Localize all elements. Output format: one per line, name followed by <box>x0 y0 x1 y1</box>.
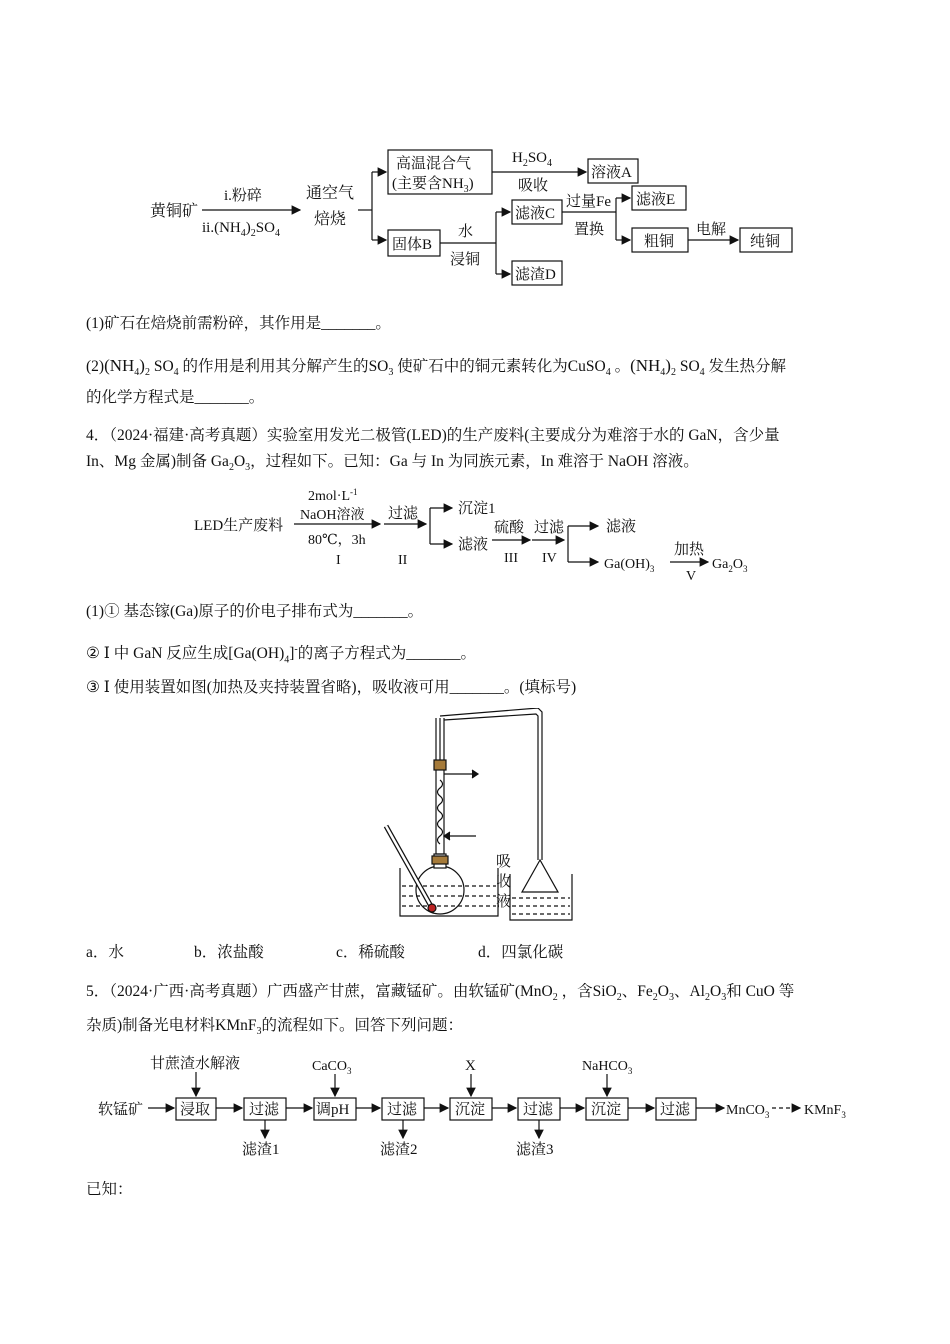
flow1-roast-bottom: 焙烧 <box>314 211 347 228</box>
apparatus-label-3: 液 <box>496 894 512 910</box>
apparatus-label-2: 收 <box>496 874 512 890</box>
flow3-caco3: CaCO$_3$ <box>312 1059 352 1076</box>
flow2-step-ii: II <box>398 553 408 568</box>
q3-part2-line1: $(2)(NH_4)_2$ $SO_4$ 的作用是利用其分解产生的$SO_3$ 使矿石中的铜元素转化为CuSO$_4$ 。$(NH_4)_2$ $SO_4$ 发生热分解 <box>86 356 787 379</box>
flow3-residue-3: 滤渣3 <box>516 1142 554 1158</box>
flow3-start: 软锰矿 <box>98 1102 144 1118</box>
flow1-absorb-bottom: 吸收 <box>518 178 549 194</box>
flow1-start: 黄铜矿 <box>150 203 199 220</box>
flow3-filter-4: 过滤 <box>660 1102 691 1118</box>
q4-line1: 4．（2024·福建·高考真题）实验室用发光二极管(LED)的生产废料(主要成分为难溶于水的 GaN，含少量 <box>86 427 780 444</box>
flow1-electrolysis: 电解 <box>696 222 727 238</box>
flowchart-gan <box>190 482 770 582</box>
flow2-condition: 80℃，3h <box>308 533 366 548</box>
flow1-filtrate-c: 滤液C <box>515 206 556 222</box>
q4-line2: In、Mg 金属)制备 $Ga_2O_3$，过程如下。已知：Ga 与 In 为同族元素，In 难溶于 NaOH 溶液。 <box>86 453 699 474</box>
flow2-filtrate: 滤液 <box>458 537 489 553</box>
flow1-excess-fe: 过量Fe <box>566 194 612 210</box>
flow3-x: X <box>465 1058 476 1074</box>
flow2-filter-1: 过滤 <box>388 506 419 522</box>
q5-line1: 5．（2024·广西·高考真题）广西盛产甘蔗，富藏锰矿。由软锰矿(MnO$_2$ ，含SiO$_2$、$Fe_2O_3$、$Al_2O_3$和 CuO 等 <box>86 983 795 1004</box>
flow1-leach-top: 水 <box>458 224 474 240</box>
flow1-solid-b: 固体B <box>392 237 433 253</box>
flow1-displace: 置换 <box>574 222 605 238</box>
flow2-step-v: V <box>686 569 697 582</box>
flow2-acid: 硫酸 <box>494 520 525 536</box>
flowchart-chalcopyrite <box>140 140 820 290</box>
flow2-reagent-1: $2mol\cdot L^{-1}$ <box>308 487 358 504</box>
flow2-step-iii: III <box>504 551 518 566</box>
q4-sub1: (1)① 基态镓(Ga)原子的价电子排布式为_______。 <box>86 603 424 620</box>
flow1-gas-line2: (主要含$NH_3$) <box>392 176 474 195</box>
flow3-filter-3: 过滤 <box>523 1102 554 1118</box>
flow2-reagent-2: NaOH溶液 <box>300 508 365 523</box>
flow1-pure-cu: 纯铜 <box>750 234 781 250</box>
flow3-leach: 浸取 <box>180 1102 211 1118</box>
flow3-kmnf3: KMnF$_3$ <box>804 1103 846 1120</box>
flow2-heat: 加热 <box>674 542 705 558</box>
flow2-filter-2: 过滤 <box>534 520 565 536</box>
apparatus-label-1: 吸 <box>496 854 512 870</box>
flow3-residue-1: 滤渣1 <box>242 1142 280 1158</box>
q5-known: 已知： <box>86 1181 133 1198</box>
flow3-adjust-ph: 调pH <box>316 1102 350 1118</box>
flow2-step-i: I <box>336 553 341 568</box>
flow2-filtrate-2: 滤液 <box>606 519 637 535</box>
flow1-crude-cu: 粗铜 <box>644 234 675 250</box>
flow2-start: LED生产废料 <box>194 518 284 534</box>
flow1-residue-d: 滤渣D <box>515 267 556 283</box>
flow3-nahco3: NaHCO$_3$ <box>582 1059 633 1076</box>
q3-part1: (1)矿石在焙烧前需粉碎，其作用是_______。 <box>86 315 391 332</box>
flow1-leach-bottom: 浸铜 <box>450 252 481 268</box>
flow3-filter-1: 过滤 <box>249 1102 280 1118</box>
option-b: b．浓盐酸 <box>194 944 264 961</box>
flow3-filter-2: 过滤 <box>387 1102 418 1118</box>
flow1-absorb-top: $H_2SO_4$ <box>512 150 553 169</box>
option-c: c．稀硫酸 <box>336 944 405 961</box>
flow2-precip-1: 沉淀1 <box>458 501 496 517</box>
flowchart-manganese <box>96 1054 856 1164</box>
flow3-precip-2: 沉淀 <box>591 1102 622 1118</box>
q5-line2: 杂质)制备光电材料KMnF$_3$的流程如下。回答下列问题： <box>86 1017 464 1038</box>
option-a: a．水 <box>86 944 124 961</box>
flow1-gas-line1: 高温混合气 <box>396 156 472 172</box>
flow3-bagasse: 甘蔗渣水解液 <box>150 1056 241 1072</box>
flow2-step-iv: IV <box>542 551 557 566</box>
option-d: d．四氯化碳 <box>478 944 564 961</box>
flow3-mnco3: MnCO$_3$ <box>726 1103 770 1120</box>
flow1-solution-a: 溶液A <box>591 165 632 181</box>
apparatus-diagram <box>376 708 576 924</box>
flow2-product: $Ga_2O_3$ <box>712 557 748 574</box>
q4-sub3: ③ Ⅰ 使用装置如图(加热及夹持装置省略)，吸收液可用_______。(填标号) <box>86 679 577 696</box>
flow2-gaoh3: $Ga(OH)_3$ <box>604 557 655 574</box>
q3-part2-line2: 的化学方程式是_______。 <box>86 389 265 406</box>
flow1-roast-top: 通空气 <box>306 185 355 202</box>
flow1-step1-top: i.粉碎 <box>224 188 262 204</box>
flow3-precip-1: 沉淀 <box>455 1102 486 1118</box>
flow1-filtrate-e: 滤液E <box>636 192 676 208</box>
flow3-residue-2: 滤渣2 <box>380 1142 418 1158</box>
flow1-step1-bottom: $ii.(NH_4)_2SO_4$ <box>202 220 280 239</box>
q4-sub2: ② Ⅰ 中 GaN 反应生成$[Ga(OH)_4]^-$的离子方程式为_______。 <box>86 644 477 666</box>
